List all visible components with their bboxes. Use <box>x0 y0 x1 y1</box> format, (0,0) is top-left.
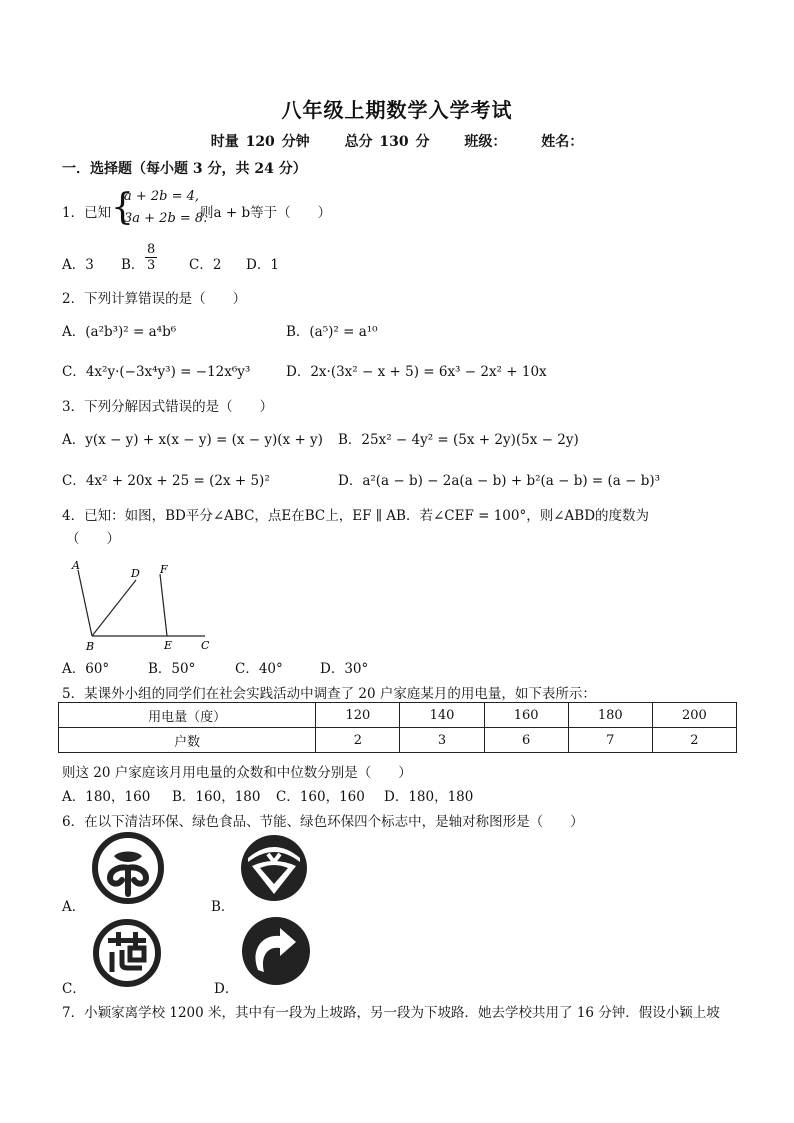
q1-option-d: D．1 <box>246 257 279 273</box>
table-cell: 2 <box>652 728 736 753</box>
table-cell: 160 <box>484 703 568 728</box>
q3-stem: 3．下列分解因式错误的是（ ） <box>62 399 274 415</box>
q7-stem: 7．小颖家离学校 1200 米，其中有一段为上坡路，另一段为下坡路．她去学校共用了 16 分钟．假设小颖上坡 <box>62 1005 720 1021</box>
table-cell: 2 <box>316 728 400 753</box>
q1-option-b-fraction <box>145 242 157 273</box>
ray-bd <box>92 580 136 636</box>
table-cell: 户数 <box>59 728 316 753</box>
exam-score: 总分 130 分 <box>344 134 430 150</box>
label-c: C <box>201 639 210 652</box>
q1-option-a: A．3 <box>62 257 94 273</box>
table-cell: 用电量（度） <box>59 703 316 728</box>
ray-ba <box>78 570 92 636</box>
q2-option-b: B．(a⁵)² = a¹⁰ <box>286 324 378 340</box>
q6-option-b: B． <box>211 899 235 915</box>
table-cell: 3 <box>400 728 484 753</box>
q2-option-d: D．2x·(3x² − x + 5) = 6x³ − 2x² + 10x <box>286 364 547 380</box>
q1-option-b-numerator: 8 <box>147 242 156 257</box>
section-heading: 一．选择题（每小题 3 分，共 24 分） <box>62 161 307 177</box>
q4-geometry-figure <box>70 558 220 654</box>
table-cell: 120 <box>316 703 400 728</box>
table-cell: 200 <box>652 703 736 728</box>
label-b: B <box>86 640 95 653</box>
q3-option-d: D．a²(a − b) − 2a(a − b) + b²(a − b) = (a − b)³ <box>338 473 661 489</box>
q4-option-c: C．40° <box>235 661 283 677</box>
green-environmental-logo-icon <box>240 914 312 988</box>
q1-suffix: 则a + b等于（ ） <box>200 205 332 221</box>
segment-ef <box>160 574 167 636</box>
q5-option-c: C．160，160 <box>276 789 365 805</box>
table-row <box>59 728 737 753</box>
q1-brace: { <box>111 187 134 228</box>
q4-stem: 4．已知：如图，BD平分∠ABC，点E在BC上，EF ∥ AB．若∠CEF = 100°，则∠ABD的度数为 <box>62 508 650 524</box>
table-cell: 140 <box>400 703 484 728</box>
energy-saving-logo-icon <box>92 918 162 988</box>
q4-option-b: B．50° <box>148 661 196 677</box>
q4-option-a: A．60° <box>62 661 110 677</box>
q1-option-b-denominator: 3 <box>147 258 156 273</box>
q6-option-d: D． <box>214 981 239 997</box>
q4-answer-paren: （ ） <box>66 531 120 547</box>
label-a: A <box>72 559 80 572</box>
q6-stem: 6．在以下清洁环保、绿色食品、节能、绿色环保四个标志中，是轴对称图形是（ ） <box>62 814 584 830</box>
q3-option-b: B．25x² − 4y² = (5x + 2y)(5x − 2y) <box>338 432 579 448</box>
q6-option-a: A． <box>62 899 86 915</box>
q5-question: 则这 20 户家庭该月用电量的众数和中位数分别是（ ） <box>62 765 412 781</box>
q5-option-a: A．180，160 <box>62 789 151 805</box>
table-cell: 180 <box>568 703 652 728</box>
q1-eq1: a + 2b = 4, <box>124 189 200 204</box>
name-label: 姓名： <box>541 134 584 150</box>
label-e: E <box>164 639 173 652</box>
green-food-logo-icon <box>238 832 310 904</box>
q1-eq2: 3a + 2b = 8. <box>124 211 208 226</box>
label-f: F <box>160 563 168 576</box>
q3-option-c: C．4x² + 20x + 25 = (2x + 5)² <box>62 473 270 489</box>
exam-info <box>0 131 794 151</box>
q5-stem: 5．某课外小组的同学们在社会实践活动中调查了 20 户家庭某月的用电量，如下表所示： <box>62 686 596 702</box>
q2-option-c: C．4x²y·(−3x⁴y³) = −12x⁶y³ <box>62 364 251 380</box>
label-d: D <box>131 567 140 580</box>
q5-option-d: D．180，180 <box>384 789 474 805</box>
exam-time: 时量 120 分钟 <box>210 134 310 150</box>
table-cell: 6 <box>484 728 568 753</box>
q2-stem: 2．下列计算错误的是（ ） <box>62 291 247 307</box>
q1-option-c: C．2 <box>189 257 222 273</box>
q4-option-d: D．30° <box>320 661 369 677</box>
clean-environment-logo-icon <box>92 832 164 904</box>
class-label: 班级： <box>464 134 507 150</box>
q5-option-b: B．160，180 <box>172 789 261 805</box>
table-cell: 7 <box>568 728 652 753</box>
q3-option-a: A．y(x − y) + x(x − y) = (x − y)(x + y) <box>62 432 323 448</box>
electricity-table <box>58 702 737 753</box>
page-title: 八年级上期数学入学考试 <box>281 98 513 122</box>
q6-option-c: C． <box>62 981 86 997</box>
q1-option-b: B． <box>121 257 145 273</box>
q1-prefix: 1．已知 <box>62 205 112 221</box>
table-header-row <box>59 703 737 728</box>
q2-option-a: A．(a²b³)² = a⁴b⁶ <box>62 324 177 340</box>
